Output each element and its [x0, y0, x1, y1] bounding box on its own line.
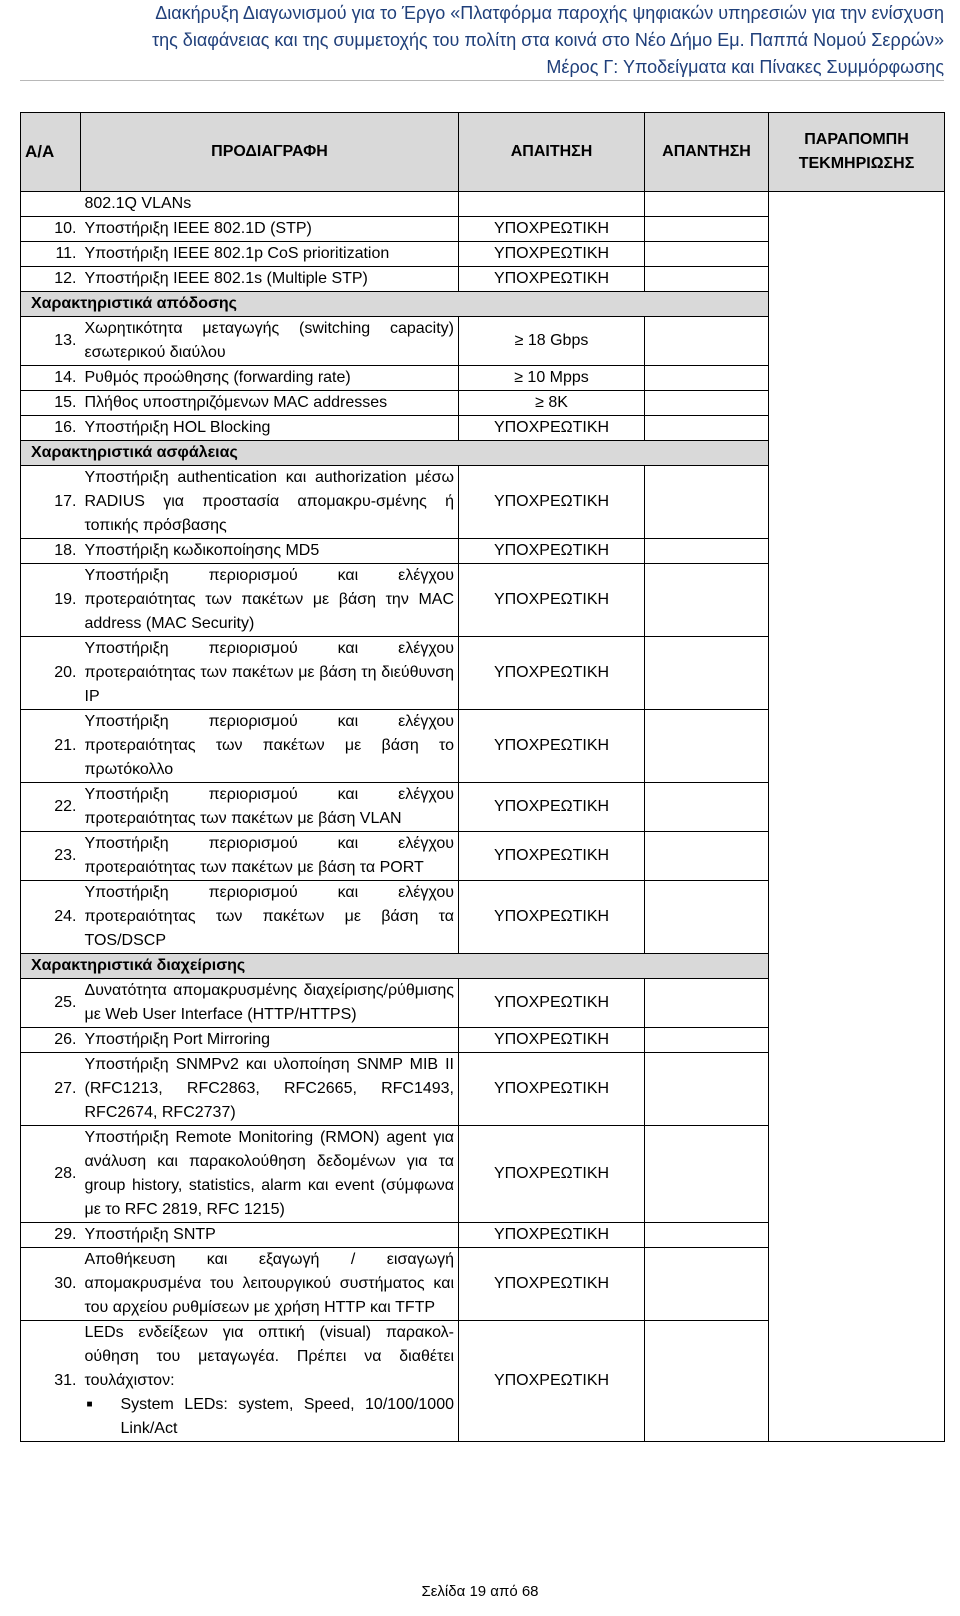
row-number: 10. [21, 217, 81, 242]
row-requirement: ΥΠΟΧΡΕΩΤΙΚΗ [459, 267, 645, 292]
row-requirement: ΥΠΟΧΡΕΩΤΙΚΗ [459, 832, 645, 881]
row-requirement: ΥΠΟΧΡΕΩΤΙΚΗ [459, 564, 645, 637]
row-requirement: ΥΠΟΧΡΕΩΤΙΚΗ [459, 637, 645, 710]
row-number: 22. [21, 783, 81, 832]
row-number: 14. [21, 366, 81, 391]
row-answer-cell [645, 366, 769, 391]
row-number: 29. [21, 1223, 81, 1248]
row-requirement: ΥΠΟΧΡΕΩΤΙΚΗ [459, 1028, 645, 1053]
row-requirement: ≥ 10 Mpps [459, 366, 645, 391]
row-specification: Υποστήριξη περιορισμού και ελέγχου προτεραιότητας των πακέτων με βάση τη διεύθυνση IP [84, 640, 454, 705]
row-answer-cell [645, 1321, 769, 1442]
row-answer-cell [645, 217, 769, 242]
table-header-row [21, 113, 945, 192]
row-number: 23. [21, 832, 81, 881]
row-number: 12. [21, 267, 81, 292]
row-answer-cell [645, 1248, 769, 1321]
row-specification: Αποθήκευση και εξαγωγή / εισαγωγή απομακρυσμένα του λειτουργικού συστήματος και του αρχείου ρυθμίσεων με χρήση HTTP και TFTP [84, 1251, 454, 1316]
row-specification: LEDs ενδείξεων για οπτική (visual) παρακολ-ούθηση του μεταγωγέα. Πρέπει να διαθέτει τουλάχιστον: [84, 1324, 454, 1389]
row-specification: Υποστήριξη HOL Blocking [84, 419, 271, 436]
row-requirement: ≥ 8K [459, 391, 645, 416]
header-line-1: Διακήρυξη Διαγωνισμού για το Έργο «Πλατφόρμα παροχής ψηφιακών υπηρεσιών για την ενίσχυση [155, 3, 944, 23]
row-specification: Ρυθμός προώθησης (forwarding rate) [84, 369, 351, 386]
bullet-item [85, 1393, 455, 1441]
row-requirement: ΥΠΟΧΡΕΩΤΙΚΗ [459, 881, 645, 954]
row-specification: Υποστήριξη SNMPv2 και υλοποίηση SNMP MIB II (RFC1213, RFC2863, RFC2665, RFC1493, RFC2674, RFC2737) [84, 1056, 454, 1121]
row-specification: Δυνατότητα απομακρυσμένης διαχείρισης/ρύθμισης με Web User Interface (HTTP/HTTPS) [84, 982, 454, 1023]
row-requirement: ΥΠΟΧΡΕΩΤΙΚΗ [459, 979, 645, 1028]
column-header-answer: ΑΠΑΝΤΗΣΗ [645, 113, 769, 192]
column-header-spec: ΠΡΟΔΙΑΓΡΑΦΗ [81, 113, 459, 192]
row-specification: Υποστήριξη περιορισμού και ελέγχου προτεραιότητας των πακέτων με βάση το πρωτόκολλο [84, 713, 454, 778]
section-title: Χαρακτηριστικά απόδοσης [21, 292, 769, 317]
row-answer-cell [645, 466, 769, 539]
continuation-text: 802.1Q VLANs [81, 192, 459, 217]
table-row-continuation [21, 192, 945, 217]
row-answer-cell [645, 564, 769, 637]
row-number: 19. [21, 564, 81, 637]
row-specification: Υποστήριξη Port Mirroring [84, 1031, 271, 1048]
row-number: 11. [21, 242, 81, 267]
row-requirement: ΥΠΟΧΡΕΩΤΙΚΗ [459, 539, 645, 564]
row-answer-cell [645, 1223, 769, 1248]
row-specification: Υποστήριξη authentication και authorization μέσω RADIUS για προστασία απομακρυ-σμένης ή τοπικής πρόσβασης [84, 469, 454, 534]
row-specification: Πλήθος υποστηριζόμενων MAC addresses [84, 394, 388, 411]
row-answer-cell [645, 979, 769, 1028]
row-number: 28. [21, 1126, 81, 1223]
section-title: Χαρακτηριστικά διαχείρισης [21, 954, 769, 979]
row-specification: Χωρητικότητα μεταγωγής (switching capacity) εσωτερικού διαύλου [84, 320, 454, 361]
row-requirement: ΥΠΟΧΡΕΩΤΙΚΗ [459, 783, 645, 832]
row-requirement: ≥ 18 Gbps [459, 317, 645, 366]
header-divider [20, 80, 944, 81]
row-number: 24. [21, 881, 81, 954]
row-number: 17. [21, 466, 81, 539]
row-answer-cell [645, 539, 769, 564]
row-answer-cell [645, 317, 769, 366]
row-requirement: ΥΠΟΧΡΕΩΤΙΚΗ [459, 1053, 645, 1126]
row-number: 15. [21, 391, 81, 416]
row-number: 13. [21, 317, 81, 366]
row-answer-cell [645, 391, 769, 416]
row-requirement: ΥΠΟΧΡΕΩΤΙΚΗ [459, 1223, 645, 1248]
row-answer-cell [645, 637, 769, 710]
row-answer-cell [645, 242, 769, 267]
row-specification: Υποστήριξη IEEE 802.1s (Multiple STP) [84, 270, 368, 287]
row-specification: Υποστήριξη περιορισμού και ελέγχου προτεραιότητας των πακέτων με βάση την MAC address (MAC Security) [84, 567, 454, 632]
header-line-3: Μέρος Γ: Υποδείγματα και Πίνακες Συμμόρφωσης [546, 57, 944, 77]
row-requirement: ΥΠΟΧΡΕΩΤΙΚΗ [459, 1126, 645, 1223]
row-specification: Υποστήριξη περιορισμού και ελέγχου προτεραιότητας των πακέτων με βάση τα TOS/DSCP [84, 884, 454, 949]
row-specification: Υποστήριξη IEEE 802.1p CoS prioritization [84, 245, 390, 262]
bullet-text: System LEDs: system, Speed, 10/100/1000 Link/Act [120, 1396, 454, 1437]
document-header [20, 0, 944, 81]
column-header-reference-line2: ΤΕΚΜΗΡΙΩΣΗΣ [798, 155, 915, 172]
row-specification: Υποστήριξη κωδικοποίησης MD5 [84, 542, 320, 559]
section-title: Χαρακτηριστικά ασφάλειας [21, 441, 769, 466]
row-answer-cell [645, 1028, 769, 1053]
row-specification: Υποστήριξη περιορισμού και ελέγχου προτεραιότητας των πακέτων με βάση VLAN [84, 786, 454, 827]
row-answer-cell [645, 267, 769, 292]
header-line-2: της διαφάνειας και της συμμετοχής του πολίτη στα κοινά στο Νέο Δήμο Εμ. Παππά Νομού Σερρών» [152, 30, 944, 50]
row-number: 30. [21, 1248, 81, 1321]
row-answer-cell [645, 881, 769, 954]
row-number: 21. [21, 710, 81, 783]
bullet-square-icon: ■ [86, 1399, 93, 1410]
row-answer-cell [645, 1126, 769, 1223]
row-requirement: ΥΠΟΧΡΕΩΤΙΚΗ [459, 466, 645, 539]
column-header-aa: Α/Α [21, 113, 81, 192]
compliance-table [20, 112, 945, 1442]
row-answer-cell [645, 710, 769, 783]
row-number: 16. [21, 416, 81, 441]
row-requirement: ΥΠΟΧΡΕΩΤΙΚΗ [459, 242, 645, 267]
row-answer-cell [645, 783, 769, 832]
page-number: Σελίδα 19 από 68 [421, 1583, 539, 1600]
row-number: 20. [21, 637, 81, 710]
row-number: 25. [21, 979, 81, 1028]
row-answer-cell [645, 832, 769, 881]
row-answer-cell [645, 416, 769, 441]
row-number: 18. [21, 539, 81, 564]
row-specification: Υποστήριξη περιορισμού και ελέγχου προτεραιότητας των πακέτων με βάση τα PORT [84, 835, 454, 876]
column-header-reference-line1: ΠΑΡΑΠΟΜΠΗ [804, 131, 909, 148]
row-number: 31. [21, 1321, 81, 1442]
row-specification: Υποστήριξη SNTP [84, 1226, 216, 1243]
row-requirement: ΥΠΟΧΡΕΩΤΙΚΗ [459, 1248, 645, 1321]
row-specification: Υποστήριξη Remote Monitoring (RMON) agent για ανάλυση και παρακολούθηση δεδομένων για τα group history, statistics, alarm και event (σύμφωνα με το RFC 2819, RFC 1215) [84, 1129, 454, 1218]
column-header-requirement: ΑΠΑΙΤΗΣΗ [459, 113, 645, 192]
row-specification: Υποστήριξη IEEE 802.1D (STP) [84, 220, 312, 237]
column-header-reference [769, 113, 945, 192]
row-requirement: ΥΠΟΧΡΕΩΤΙΚΗ [459, 416, 645, 441]
reference-column-cell [769, 192, 945, 1442]
row-number: 26. [21, 1028, 81, 1053]
row-requirement: ΥΠΟΧΡΕΩΤΙΚΗ [459, 217, 645, 242]
row-number: 27. [21, 1053, 81, 1126]
row-requirement: ΥΠΟΧΡΕΩΤΙΚΗ [459, 1321, 645, 1442]
row-requirement: ΥΠΟΧΡΕΩΤΙΚΗ [459, 710, 645, 783]
row-answer-cell [645, 1053, 769, 1126]
